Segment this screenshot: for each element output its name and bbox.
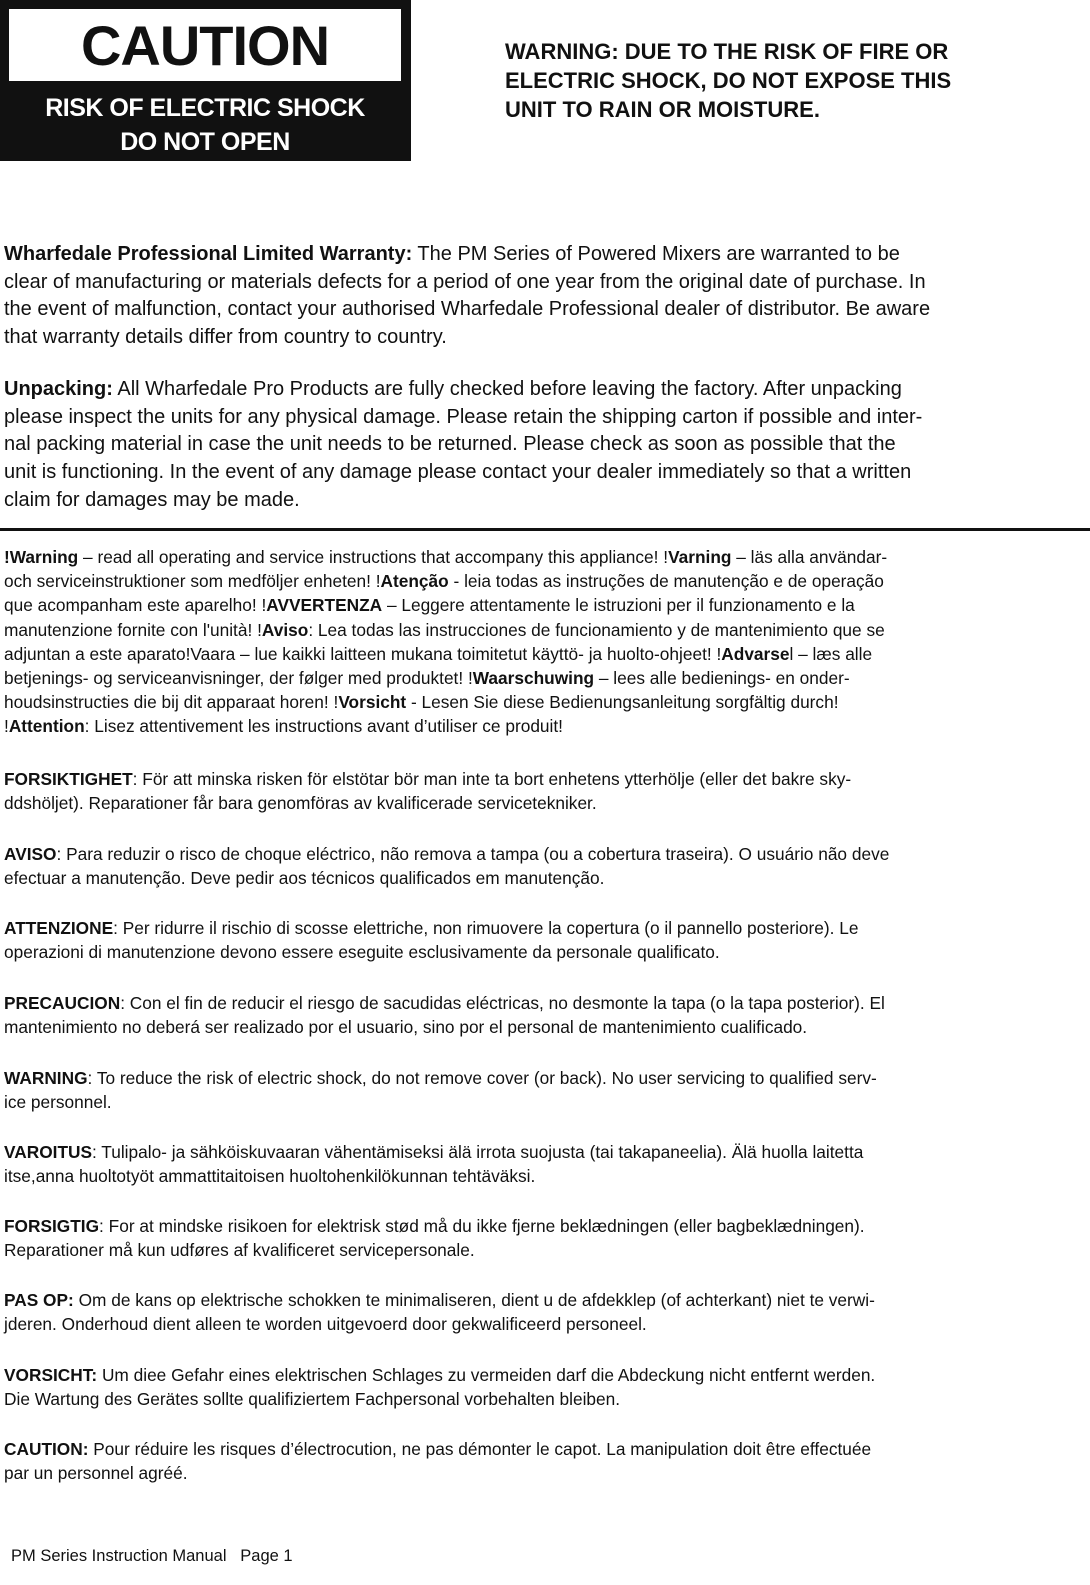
- ml-text: – Leggere attentamente le istruzioni per il funzionamento e la: [382, 595, 855, 616]
- notice-warning: [4, 1066, 1086, 1114]
- notice-line: mantenimiento no deberá ser realizado por el usuario, sino por el personal de mantenimiento cualificado.: [4, 1017, 808, 1038]
- warranty-paragraph: [4, 241, 1086, 352]
- footer-page-number: Page 1: [240, 1547, 293, 1565]
- ml-text: adjuntan a este aparato!Vaara – lue kaikki laitteen mukana toimitetut käyttö- ja huolto-ohjeet! !: [4, 643, 722, 664]
- notice-line: [4, 1363, 1086, 1387]
- ml-line: [4, 690, 1086, 714]
- caution-title-panel: [7, 7, 403, 83]
- notice-forsigtig: [4, 1214, 1086, 1262]
- unpacking-paragraph: [4, 376, 1086, 515]
- ml-line: [4, 642, 1086, 666]
- ml-text: !: [4, 716, 9, 737]
- notice-text: : Con el fin de reducir el riesgo de sacudidas eléctricas, no desmonte la tapa (o la tapa posterior). El: [120, 993, 885, 1013]
- ml-text: - Lesen Sie diese Bedienungsanleitung sorgfältig durch!: [406, 692, 839, 713]
- warning-line: ELECTRIC SHOCK, DO NOT EXPOSE THIS: [505, 68, 952, 93]
- fire-shock-warning: [505, 37, 1065, 124]
- caution-do-not-open-line: DO NOT OPEN: [120, 128, 290, 156]
- notice-text: Um diee Gefahr eines elektrischen Schlages zu vermeiden darf die Abdeckung nicht entfernt werden.: [97, 1365, 876, 1385]
- notice-text: : To reduce the risk of electric shock, do not remove cover (or back). No user servicing to qualified serv-: [87, 1068, 877, 1088]
- ml-text: l – læs alle: [789, 643, 873, 664]
- ml-bold: Advarse: [721, 643, 790, 664]
- unpacking-line: please inspect the units for any physical damage. Please retain the shipping carton if possible and inter-: [4, 405, 923, 428]
- notice-line: [4, 991, 1086, 1015]
- ml-text: – read all operating and service instructions that accompany this appliance! !: [78, 547, 669, 567]
- ml-text: – läs alla användar-: [731, 547, 888, 567]
- ml-text: betjenings- og serviceanvisninger, der følger med produktet! !: [4, 668, 473, 689]
- notice-label: VORSICHT:: [4, 1365, 98, 1385]
- ml-line: [4, 569, 1086, 593]
- ml-bold: Vorsicht: [338, 692, 407, 713]
- ml-line: [4, 618, 1086, 642]
- notice-label: FORSIGTIG: [4, 1216, 100, 1236]
- notice-line: itse,anna huoltotyöt ammattitaitoisen huoltohenkilökunnan tehtäväksi.: [4, 1166, 536, 1187]
- page-footer: [11, 1547, 293, 1566]
- notice-label: PAS OP:: [4, 1290, 74, 1310]
- warranty-line: [4, 241, 1086, 269]
- notice-caution: [4, 1437, 1086, 1485]
- ml-bold: Waarschuwing: [472, 668, 595, 689]
- notice-line: Die Wartung des Gerätes sollte qualifiziertem Fachpersonal vorbehalten bleiben.: [4, 1389, 621, 1410]
- ml-line: [4, 666, 1086, 690]
- notice-line: [4, 916, 1086, 940]
- ml-line: [4, 593, 1086, 617]
- warning-line: UNIT TO RAIN OR MOISTURE.: [505, 97, 820, 122]
- ml-text: och serviceinstruktioner som medföljer enheten! !: [4, 571, 381, 592]
- notice-line: operazioni di manutenzione devono essere eseguite esclusivamente da personale qualificato.: [4, 942, 720, 963]
- warranty-line: the event of malfunction, contact your authorised Wharfedale Professional dealer of distributor. Be aware: [4, 298, 931, 321]
- ml-text: - leia todas as instruções de manutenção e de operação: [448, 571, 884, 592]
- notice-text: : For at mindske risikoen for elektrisk stød må du ikke fjerne beklædningen (eller bagbeklædningen).: [99, 1216, 865, 1236]
- notice-line: [4, 1140, 1086, 1164]
- ml-text: manutenzione fornite con l'unità! !: [4, 619, 262, 640]
- notice-line: ice personnel.: [4, 1092, 112, 1113]
- notice-line: ddshöljet). Reparationer får bara genomföras av kvalificerade servicetekniker.: [4, 793, 597, 814]
- ml-bold: AVVERTENZA: [266, 595, 383, 616]
- notice-line: par un personnel agréé.: [4, 1463, 188, 1484]
- ml-line: [4, 545, 1086, 569]
- notice-precaucion: [4, 991, 1086, 1039]
- notice-varoitus: [4, 1140, 1086, 1188]
- caution-title: CAUTION: [80, 13, 330, 77]
- warning-line: WARNING: DUE TO THE RISK OF FIRE OR: [505, 39, 949, 64]
- ml-bold: Varning: [668, 547, 732, 567]
- notice-label: ATTENZIONE: [4, 918, 114, 938]
- ml-bold: Atenção: [380, 571, 449, 592]
- footer-manual-title: PM Series Instruction Manual: [11, 1547, 227, 1565]
- notice-line: [4, 842, 1086, 866]
- notice-text: : Tulipalo- ja sähköiskuvaaran vähentämiseksi älä irrota suojusta (tai takapaneelia). Älä huolla laitetta: [92, 1142, 864, 1162]
- notice-line: efectuar a manutenção. Deve pedir aos técnicos qualificados em manutenção.: [4, 868, 605, 889]
- unpacking-line: nal packing material in case the unit needs to be returned. Please check as soon as possible that the: [4, 433, 896, 456]
- notice-pas-op: [4, 1288, 1086, 1336]
- notice-line: [4, 1288, 1086, 1312]
- ml-line: [4, 714, 1086, 738]
- notice-label: PRECAUCION: [4, 993, 121, 1013]
- notice-label: WARNING: [4, 1068, 88, 1088]
- warranty-heading: Wharfedale Professional Limited Warranty:: [4, 243, 413, 265]
- warranty-line: that warranty details differ from country to country.: [4, 326, 447, 349]
- notice-text: : Per ridurre il rischio di scosse elettriche, non rimuovere la copertura (o il pannello posteriore). Le: [113, 918, 859, 938]
- notice-label: VAROITUS: [4, 1142, 93, 1162]
- notice-text: Pour réduire les risques d’électrocution, ne pas démonter le capot. La manipulation doit être effectuée: [88, 1439, 872, 1459]
- unpacking-heading: Unpacking:: [4, 378, 113, 400]
- ml-bold: !Warning: [4, 547, 79, 567]
- ml-text: : Lea todas las instrucciones de funcionamiento y de mantenimiento que se: [308, 619, 885, 640]
- notice-line: [4, 1214, 1086, 1238]
- unpacking-line: claim for damages may be made.: [4, 488, 300, 511]
- unpacking-line: unit is functioning. In the event of any damage please contact your dealer immediately so that a written: [4, 461, 912, 484]
- notice-label: CAUTION:: [4, 1439, 89, 1459]
- ml-text: que acompanham este aparelho! !: [4, 595, 267, 616]
- ml-bold: Attention: [8, 716, 85, 737]
- notice-line: [4, 767, 1086, 791]
- notice-label: AVISO: [4, 844, 57, 864]
- notice-text: : För att minska risken för elstötar bör man inte ta bort enhetens ytterhölje (eller det bakre sky-: [132, 769, 852, 789]
- notice-label: FORSIKTIGHET: [4, 769, 133, 789]
- unpacking-line: [4, 376, 1086, 404]
- caution-risk-line: RISK OF ELECTRIC SHOCK: [45, 94, 365, 122]
- notice-vorsicht: [4, 1363, 1086, 1411]
- notice-text: Om de kans op elektrische schokken te minimaliseren, dient u de afdekklep (of achterkant) niet te verwi-: [73, 1290, 875, 1310]
- notice-line: [4, 1066, 1086, 1090]
- notice-attenzione: [4, 916, 1086, 964]
- ml-text: : Lisez attentivement les instructions avant d’utiliser ce produit!: [84, 716, 563, 737]
- notice-aviso: [4, 842, 1086, 890]
- notice-line: [4, 1437, 1086, 1461]
- multilingual-warning: [4, 545, 1086, 739]
- notice-line: Reparationer må kun udføres af kvalificeret servicepersonale.: [4, 1240, 475, 1261]
- caution-label: [0, 0, 411, 161]
- notice-text: : Para reduzir o risco de choque eléctrico, não remova a tampa (ou a cobertura traseira). O usuário não deve: [56, 844, 890, 864]
- notice-line: jderen. Onderhoud dient alleen te worden uitgevoerd door gekwalificeerd personeel.: [4, 1314, 647, 1335]
- ml-bold: Aviso: [261, 619, 309, 640]
- notice-forsiktighet: [4, 767, 1086, 815]
- ml-text: – lees alle bedienings- en onder-: [594, 668, 850, 689]
- ml-text: houdsinstructies die bij dit apparaat horen! !: [4, 692, 339, 713]
- warranty-line: clear of manufacturing or materials defects for a period of one year from the original date of purchase. In: [4, 270, 926, 293]
- unpacking-text: All Wharfedale Pro Products are fully checked before leaving the factory. After unpacking: [112, 378, 902, 400]
- warranty-text: The PM Series of Powered Mixers are warranted to be: [412, 243, 900, 265]
- section-divider: [0, 528, 1090, 531]
